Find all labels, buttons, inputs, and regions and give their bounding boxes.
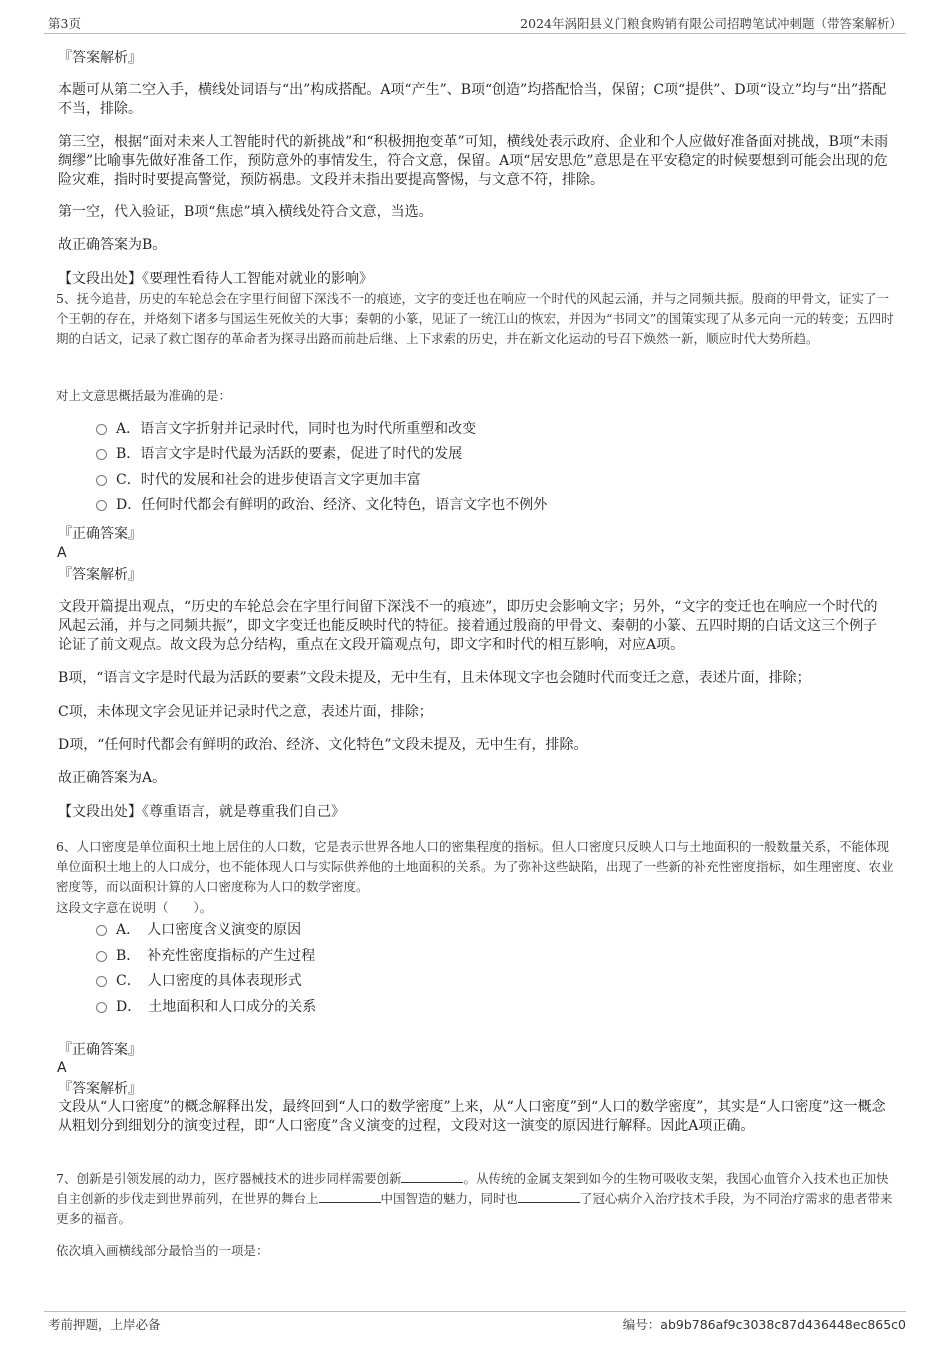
q4-answer-line: 故正确答案为B。: [58, 237, 167, 253]
q6-prompt: 这段文字意在说明（ ）。: [56, 900, 213, 915]
option-label: D． 土地面积和人口成分的关系: [116, 999, 317, 1015]
q5-analysis-para-4: D项，“任何时代都会有鲜明的政治、经济、文化特色”文段未提及，无中生有，排除。: [58, 737, 588, 753]
option-label: B．语言文字是时代最为活跃的要素，促进了时代的发展: [116, 446, 463, 462]
radio-icon[interactable]: [96, 925, 107, 936]
radio-icon[interactable]: [96, 1002, 107, 1013]
q5-prompt: 对上文意思概括最为准确的是：: [56, 388, 232, 403]
q7-prompt: 依次填入画横线部分最恰当的一项是：: [56, 1243, 269, 1258]
q7-text-part-3: 中国智造的魅力，同时也: [380, 1191, 519, 1206]
q5-answer-heading: 『正确答案』: [58, 526, 142, 542]
q4-analysis-para-2: 第三空，根据“面对未来人工智能时代的新挑战”和“积极拥抱变革”可知，横线处表示政府、企业和个人应做好准备面对挑战，B项“未雨绸缪”比喻事先做好准备工作，预防意外的事情发生，符合文意，保留。A项“居安思危”意思是在平安稳定的时候要想到可能会出现的危险灾难，指时时要提高警觉，预防祸患。文段并未指出要提高警惕，与文意不符，排除。: [58, 134, 889, 188]
footer-code-value: ab9b786af9c3038c87d436448ec865c0: [660, 1317, 906, 1332]
q5-analysis-para-1: 文段开篇提出观点，“历史的车轮总会在字里行间留下深浅不一的痕迹”，即历史会影响文字；另外，“文字的变迁也在响应一个时代的风起云涌，并与之同频共振”，即文字变迁也能反映时代的特征。接着通过殷商的甲骨文、秦朝的小篆、五四时期的白话文这三个例子论证了前文观点。故文段为总分结构，重点在文段开篇观点句，即文字和时代的相互影响，对应A项。: [58, 599, 878, 653]
header-divider: [44, 33, 906, 34]
radio-icon[interactable]: [96, 424, 107, 435]
footer-divider: [44, 1311, 906, 1312]
q6-option-a[interactable]: [96, 921, 301, 940]
q5-option-b[interactable]: [96, 445, 462, 464]
radio-icon[interactable]: [96, 449, 107, 460]
option-label: A．语言文字折射并记录时代，同时也为时代所重塑和改变: [116, 421, 477, 437]
q5-option-d[interactable]: [96, 496, 547, 515]
q5-answer-line: 故正确答案为A。: [58, 770, 167, 786]
fill-blank-2: [319, 1190, 381, 1203]
q6-option-d[interactable]: [96, 998, 316, 1017]
q4-analysis-para-1: 本题可从第二空入手，横线处词语与“出”构成搭配。A项“产生”、B项“创造”均搭配恰当，保留；C项“提供”、D项“设立”均与“出”搭配不当，排除。: [58, 82, 887, 117]
q7-text-part-2: 。从传统的金属支架到如今的生物可吸收支架，我国心血管介入技术也正加快自主创新的步伐走到世界前列，在世界的舞台上: [56, 1171, 889, 1206]
q4-analysis-para-3: 第一空，代入验证，B项“焦虑”填入横线处符合文意，当选。: [58, 204, 433, 220]
q7-text-part-1: 7、创新是引领发展的动力，医疗器械技术的进步同样需要创新: [56, 1171, 402, 1186]
q5-question-text: 5、抚今追昔，历史的车轮总会在字里行间留下深浅不一的痕迹，文字的变迁也在响应一个时代的风起云涌，并与之同频共振。殷商的甲骨文，证实了一个王朝的存在，并烙刻下诸多与国运生死攸关的大事；秦朝的小篆，见证了一统江山的恢宏，并因为“书同文”的国策实现了从多元向一元的转变；五四时期的白话文，记录了救亡图存的革命者为探寻出路而前赴后继、上下求索的历史，并在新文化运动的号召下焕然一新，顺应时代大势所趋。: [56, 291, 894, 346]
q5-analysis-heading: 『答案解析』: [58, 567, 142, 583]
radio-icon[interactable]: [96, 500, 107, 511]
option-label: B． 补充性密度指标的产生过程: [116, 948, 316, 964]
footer-slogan: 考前押题，上岸必备: [48, 1317, 161, 1332]
q5-option-a[interactable]: [96, 420, 476, 439]
radio-icon[interactable]: [96, 475, 107, 486]
fill-blank-1: [401, 1170, 463, 1183]
q6-question-text: 6、人口密度是单位面积土地上居住的人口数，它是表示世界各地人口的密集程度的指标。但人口密度只反映人口与土地面积的一般数量关系，不能体现单位面积土地上的人口成分，也不能体现人口与实际供养他的土地面积的关系。为了弥补这些缺陷，出现了一些新的补充性密度指标，如生理密度、农业密度等，而以面积计算的人口密度称为人口的数学密度。: [56, 839, 894, 894]
q5-answer: A: [57, 545, 67, 561]
q6-analysis-heading: 『答案解析』: [58, 1081, 142, 1097]
radio-icon[interactable]: [96, 976, 107, 987]
q6-answer-heading: 『正确答案』: [58, 1042, 142, 1058]
q5-analysis-para-3: C项，未体现文字会见证并记录时代之意，表述片面，排除；: [58, 704, 433, 720]
option-label: D．任何时代都会有鲜明的政治、经济、文化特色，语言文字也不例外: [116, 497, 548, 513]
q4-source: 【文段出处】《要理性看待人工智能对就业的影响》: [58, 271, 373, 287]
footer-code-label: 编号：: [622, 1317, 661, 1332]
q7-question-text: [56, 1169, 900, 1229]
q5-source: 【文段出处】《尊重语言，就是尊重我们自己》: [58, 804, 345, 820]
option-label: C． 人口密度的具体表现形式: [116, 973, 302, 989]
q5-analysis-para-2: B项，“语言文字是时代最为活跃的要素”文段未提及，无中生有，且未体现文字也会随时代而变迁之意，表述片面，排除；: [58, 670, 811, 686]
q6-option-b[interactable]: [96, 947, 315, 966]
q6-answer: A: [57, 1060, 67, 1076]
page-number: 第3页: [48, 16, 81, 31]
fill-blank-3: [518, 1190, 580, 1203]
document-title: 2024年涡阳县义门粮食购销有限公司招聘笔试冲刺题（带答案解析）: [520, 16, 902, 31]
radio-icon[interactable]: [96, 951, 107, 962]
q5-option-c[interactable]: [96, 471, 421, 490]
q4-analysis-heading: 『答案解析』: [58, 50, 142, 66]
q6-option-c[interactable]: [96, 972, 302, 991]
q7-text-part-4: 了冠心病介入治疗技术手段，为不同治疗需求的患者带来更多的福音。: [56, 1191, 893, 1226]
option-label: A． 人口密度含义演变的原因: [116, 922, 302, 938]
q6-analysis: 文段从“人口密度”的概念解释出发，最终回到“人口的数学密度”上来，从“人口密度”到“人口的数学密度”，其实是“人口密度”这一概念从粗划分到细划分的演变过程，即“人口密度”含义演变的过程，文段对这一演变的原因进行解释。因此A项正确。: [58, 1099, 886, 1134]
option-label: C．时代的发展和社会的进步使语言文字更加丰富: [116, 472, 421, 488]
footer-code: [623, 1315, 906, 1333]
